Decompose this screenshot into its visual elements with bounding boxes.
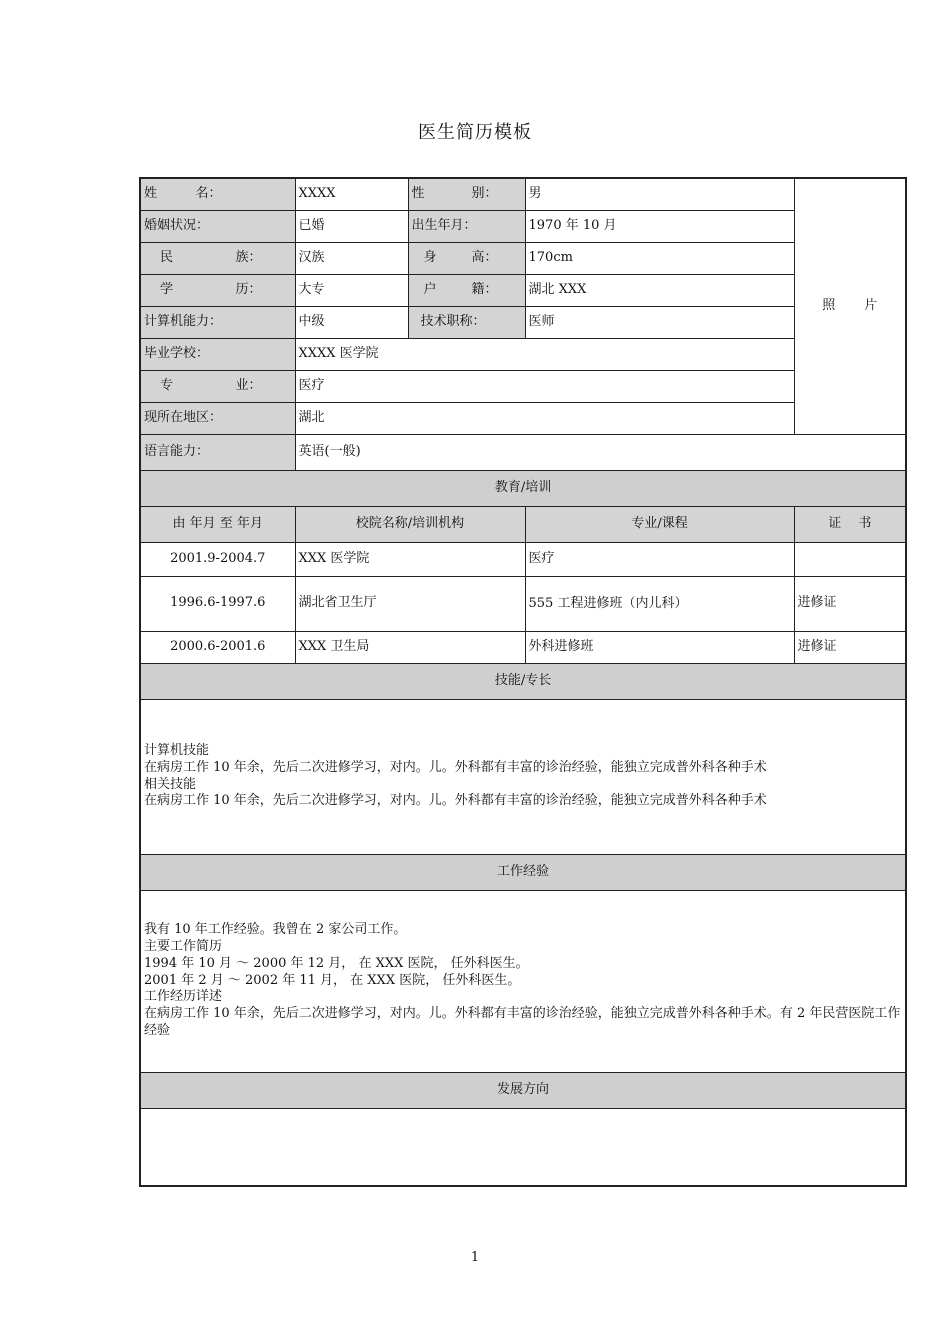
ethnic-value: 汉族 <box>295 242 408 274</box>
work-section-title: 工作经验 <box>140 854 906 890</box>
education-value: 大专 <box>295 274 408 306</box>
table-row <box>140 542 906 576</box>
row-ethnic-height <box>140 242 906 274</box>
edu-school: XXX 医学院 <box>295 542 525 576</box>
major-label: 专 业： <box>140 370 295 402</box>
edu-school: XXX 卫生局 <box>295 631 525 663</box>
skills-line: 在病房工作 10 年余，先后二次进修学习，对内。儿。外科都有丰富的诊治经验，能独立完成普外科各种手术 <box>144 759 767 775</box>
gender-value: 男 <box>525 178 794 210</box>
row-marital-birth <box>140 210 906 242</box>
row-computer-title <box>140 306 906 338</box>
resume-table <box>139 177 907 1187</box>
edu-course: 医疗 <box>525 542 794 576</box>
ethnic-label: 民 族： <box>140 242 295 274</box>
row-language <box>140 434 906 470</box>
development-section-header <box>140 1072 906 1108</box>
edu-course: 外科进修班 <box>525 631 794 663</box>
name-value: XXXX <box>295 178 408 210</box>
work-content <box>140 890 906 1072</box>
computer-label: 计算机能力： <box>140 306 295 338</box>
work-line: 工作经历详述 <box>144 989 223 1005</box>
row-edu-hukou <box>140 274 906 306</box>
edu-cert: 进修证 <box>794 631 906 663</box>
table-row <box>140 631 906 663</box>
height-label: 身 高： <box>408 242 525 274</box>
school-label: 毕业学校： <box>140 338 295 370</box>
edu-cert <box>794 542 906 576</box>
work-line: 2001 年 2 月 ～ 2002 年 11 月， 在 XXX 医院， 任外科医生。 <box>144 972 521 988</box>
region-label: 现所在地区： <box>140 402 295 434</box>
language-value: 英语(一般) <box>295 434 906 470</box>
edu-period: 2000.6-2001.6 <box>140 631 295 663</box>
row-school <box>140 338 906 370</box>
photo-placeholder: 照 片 <box>794 178 906 434</box>
tech-title-value: 医师 <box>525 306 794 338</box>
skills-section-header <box>140 663 906 699</box>
edu-header-school: 校院名称/培训机构 <box>295 506 525 542</box>
region-value: 湖北 <box>295 402 794 434</box>
work-line: 主要工作简历 <box>144 938 223 954</box>
language-label: 语言能力： <box>140 434 295 470</box>
education-label: 学 历： <box>140 274 295 306</box>
hukou-label: 户 籍： <box>408 274 525 306</box>
skills-line: 相关技能 <box>144 776 197 792</box>
table-row <box>140 576 906 631</box>
edu-school: 湖北省卫生厅 <box>295 576 525 631</box>
development-content <box>140 1108 906 1186</box>
development-section-title: 发展方向 <box>140 1072 906 1108</box>
page-number: 1 <box>470 1250 480 1265</box>
education-column-headers <box>140 506 906 542</box>
hukou-value: 湖北 XXX <box>525 274 794 306</box>
marital-label: 婚姻状况： <box>140 210 295 242</box>
skills-line: 计算机技能 <box>144 742 210 758</box>
computer-value: 中级 <box>295 306 408 338</box>
edu-cert: 进修证 <box>794 576 906 631</box>
education-section-header <box>140 470 906 506</box>
row-region <box>140 402 906 434</box>
edu-course: 555 工程进修班（内儿科） <box>525 576 794 631</box>
skills-section-title: 技能/专长 <box>140 663 906 699</box>
row-major <box>140 370 906 402</box>
edu-header-cert: 证 书 <box>794 506 906 542</box>
work-section-header <box>140 854 906 890</box>
birth-value: 1970 年 10 月 <box>525 210 794 242</box>
height-value: 170cm <box>525 242 794 274</box>
major-value: 医疗 <box>295 370 794 402</box>
skills-content <box>140 699 906 854</box>
edu-header-course: 专业/课程 <box>525 506 794 542</box>
document-title: 医生简历模板 <box>418 122 532 143</box>
work-line: 1994 年 10 月 ～ 2000 年 12 月， 在 XXX 医院， 任外科医生。 <box>144 955 529 971</box>
row-name-gender <box>140 178 906 210</box>
work-content-row <box>140 890 906 1072</box>
skills-content-row <box>140 699 906 854</box>
edu-period: 2001.9-2004.7 <box>140 542 295 576</box>
education-section-title: 教育/培训 <box>140 470 906 506</box>
work-line: 我有 10 年工作经验。我曾在 2 家公司工作。 <box>144 921 407 937</box>
name-label: 姓 名： <box>140 178 295 210</box>
skills-line: 在病房工作 10 年余，先后二次进修学习，对内。儿。外科都有丰富的诊治经验，能独立完成普外科各种手术 <box>144 793 767 809</box>
edu-period: 1996.6-1997.6 <box>140 576 295 631</box>
birth-label: 出生年月： <box>408 210 525 242</box>
development-content-row <box>140 1108 906 1186</box>
work-line: 在病房工作 10 年余，先后二次进修学习，对内。儿。外科都有丰富的诊治经验，能独立完成普外科各种手术。有 2 年民营医院工作经验 <box>144 1006 901 1039</box>
tech-title-label: 技术职称： <box>408 306 525 338</box>
school-value: XXXX 医学院 <box>295 338 794 370</box>
marital-value: 已婚 <box>295 210 408 242</box>
gender-label: 性 别： <box>408 178 525 210</box>
edu-header-period: 由 年月 至 年月 <box>140 506 295 542</box>
